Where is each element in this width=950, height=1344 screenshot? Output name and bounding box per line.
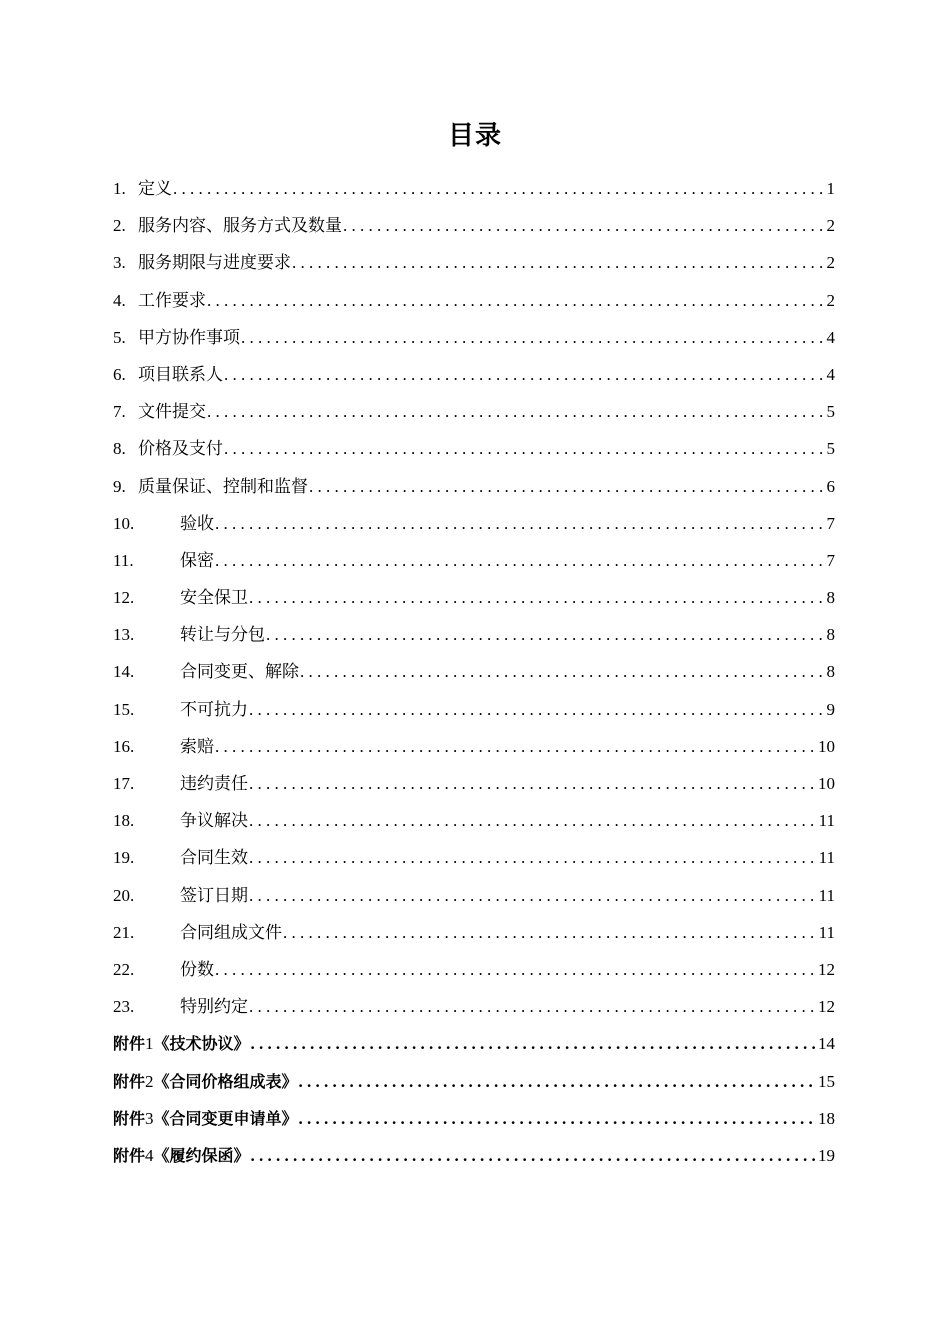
toc-dot-leader [215,951,816,988]
toc-dot-leader [249,802,817,839]
toc-dot-leader [173,170,825,207]
toc-dot-leader [266,616,825,653]
toc-entry-15[interactable] [113,691,835,728]
toc-entry-number: 2. [113,216,126,236]
toc-entry-page: 12 [818,959,835,979]
toc-appendix-1[interactable] [113,1025,835,1062]
toc-entry-number: 3. [113,253,126,273]
toc-dot-leader [249,988,816,1025]
appendix-title: 《合同价格组成表》 [153,1071,298,1091]
appendix-title: 《技术协议》 [153,1034,250,1054]
toc-entry-title: 工作要求 [138,290,206,310]
toc-entry-title: 合同变更、解除 [180,662,299,682]
toc-entry-title: 索赔 [180,736,214,756]
toc-entry-number: 14. [113,662,135,682]
toc-entry-number: 16. [113,736,135,756]
toc-dot-leader [215,728,816,765]
toc-entry-title: 服务期限与进度要求 [138,253,291,273]
toc-dot-leader [283,914,817,951]
toc-entry-6[interactable] [113,356,835,393]
toc-entry-23[interactable] [113,988,835,1025]
toc-entry-title: 违约责任 [180,774,248,793]
toc-dot-leader [207,393,825,430]
toc-entry-1[interactable] [113,170,835,207]
toc-entry-number: 9. [113,476,126,496]
toc-entry-number: 20. [113,885,135,905]
toc-entry-title: 甲方协作事项 [138,327,240,347]
toc-entry-page: 2 [826,290,835,310]
toc-entry-page: 8 [826,588,835,608]
toc-entry-page: 1 [826,179,835,198]
toc-entry-21[interactable] [113,914,835,951]
toc-entry-9[interactable] [113,468,835,505]
toc-entry-page: 4 [826,327,835,347]
toc-entry-page: 4 [826,364,835,384]
appendix-title: 《履约保函》 [153,1145,250,1165]
toc-entry-title: 合同组成文件 [180,922,282,942]
toc-entry-18[interactable] [113,802,835,839]
toc-entry-page: 8 [826,625,835,645]
toc-entry-5[interactable] [113,319,835,356]
toc-entry-number: 11. [113,550,134,570]
toc-entry-number: 18. [113,811,135,831]
toc-entry-number: 19. [113,848,135,868]
appendix-title: 《合同变更申请单》 [153,1108,298,1128]
toc-entry-number: 22. [113,959,135,979]
appendix-number: 2 [145,1071,154,1091]
toc-entry-number: 23. [113,997,135,1017]
toc-entry-number: 10. [113,513,135,533]
toc-appendix-3[interactable] [113,1100,835,1137]
toc-entry-3[interactable] [113,244,835,281]
toc-entry-number: 1. [113,179,126,198]
toc-dot-leader [251,1025,816,1062]
toc-entry-title: 文件提交 [138,402,206,422]
appendix-prefix: 附件 [113,1145,146,1165]
toc-entry-title: 保密 [180,550,214,570]
toc-appendix-4[interactable] [113,1137,835,1174]
toc-dot-leader [215,505,825,542]
toc-entry-title: 质量保证、控制和监督 [138,476,308,496]
toc-entry-12[interactable] [113,579,835,616]
toc-dot-leader [292,244,825,281]
toc-entry-page: 11 [818,848,835,868]
toc-entry-page: 9 [826,699,835,719]
toc-dot-leader [309,468,825,505]
toc-dot-leader [249,765,816,802]
toc-dot-leader [299,1100,816,1137]
toc-entry-page: 2 [826,253,835,273]
toc-entry-title: 合同生效 [180,848,248,868]
toc-entry-number: 4. [113,290,126,310]
toc-entry-13[interactable] [113,616,835,653]
toc-entry-page: 7 [826,513,835,533]
toc-entry-title: 份数 [180,959,214,979]
toc-entry-14[interactable] [113,653,835,690]
toc-entry-number: 6. [113,364,126,384]
toc-appendix-2[interactable] [113,1063,835,1100]
toc-entry-title: 安全保卫 [180,588,248,608]
toc-dot-leader [251,1137,816,1174]
toc-entry-8[interactable] [113,430,835,467]
toc-entry-page: 5 [826,439,835,459]
toc-entry-page: 2 [826,216,835,236]
toc-dot-leader [241,319,825,356]
toc-dot-leader [249,839,817,876]
appendix-number: 4 [145,1145,154,1165]
page-title: 目录 [447,121,502,151]
toc-entry-title: 项目联系人 [138,364,223,384]
appendix-number: 3 [145,1108,154,1128]
toc-entry-page: 14 [818,1034,835,1054]
toc-entry-title: 特别约定 [180,997,248,1017]
toc-entry-page: 10 [818,774,835,793]
toc-entry-page: 12 [818,997,835,1017]
toc-entry-number: 15. [113,699,135,719]
toc-entry-title: 转让与分包 [180,625,265,645]
toc-entry-title: 签订日期 [180,885,248,905]
toc-entry-20[interactable] [113,877,835,914]
toc-entry-page: 5 [826,402,835,422]
toc-dot-leader [300,653,825,690]
toc-entry-10[interactable] [113,505,835,542]
toc-entry-page: 11 [818,811,835,831]
toc-entry-page: 18 [818,1108,835,1128]
toc-entry-4[interactable] [113,282,835,319]
toc-entry-11[interactable] [113,542,835,579]
toc-entry-number: 13. [113,625,135,645]
toc-dot-leader [224,356,825,393]
toc-entry-page: 8 [826,662,835,682]
toc-entry-number: 7. [113,402,126,422]
toc-entry-title: 验收 [180,513,214,533]
toc-dot-leader [249,579,825,616]
toc-entry-number: 12. [113,588,135,608]
appendix-prefix: 附件 [113,1034,146,1054]
appendix-number: 1 [145,1034,154,1054]
toc-dot-leader [343,207,825,244]
toc-entry-number: 8. [113,439,126,459]
toc-dot-leader [224,430,825,467]
toc-entry-page: 11 [818,885,835,905]
toc-entry-title: 定义 [138,179,172,198]
toc-entry-17[interactable] [113,765,835,802]
toc-entry-number: 21. [113,922,135,942]
toc-entry-page: 7 [826,550,835,570]
toc-dot-leader [299,1063,816,1100]
toc-entry-page: 11 [818,922,835,942]
toc-entry-page: 15 [818,1071,835,1091]
toc-entry-19[interactable] [113,839,835,876]
toc-entry-2[interactable] [113,207,835,244]
toc-entry-7[interactable] [113,393,835,430]
toc-entry-16[interactable] [113,728,835,765]
toc-dot-leader [215,542,825,579]
appendix-prefix: 附件 [113,1071,146,1091]
appendix-prefix: 附件 [113,1108,146,1128]
toc-entry-number: 17. [113,774,135,793]
toc-dot-leader [249,691,825,728]
table-of-contents [113,170,835,1174]
toc-entry-title: 服务内容、服务方式及数量 [138,216,342,236]
toc-dot-leader [207,282,825,319]
toc-entry-page: 19 [818,1145,835,1165]
toc-entry-title: 争议解决 [180,811,248,831]
toc-entry-title: 价格及支付 [138,439,223,459]
toc-entry-22[interactable] [113,951,835,988]
toc-entry-title: 不可抗力 [180,699,248,719]
toc-entry-number: 5. [113,327,126,347]
toc-entry-page: 6 [826,476,835,496]
toc-dot-leader [249,877,817,914]
toc-entry-page: 10 [818,736,835,756]
